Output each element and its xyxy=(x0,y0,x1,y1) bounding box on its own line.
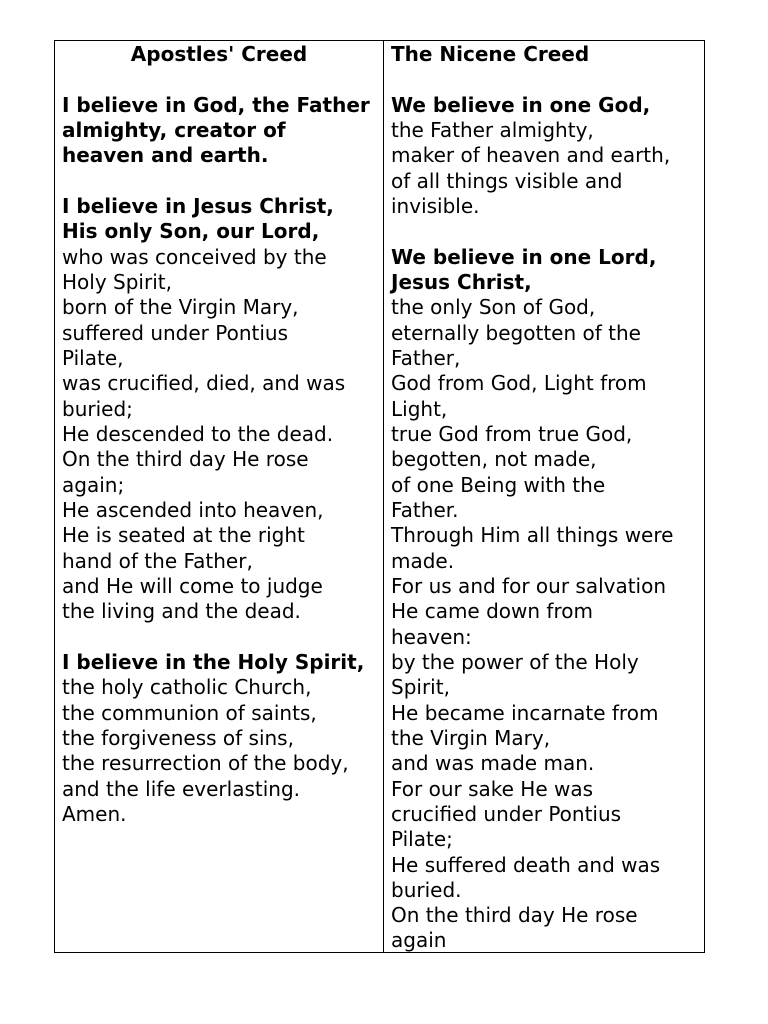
nicene-creed-line: by the power of the Holy xyxy=(391,649,639,674)
nicene-creed-column xyxy=(384,41,704,952)
apostles-creed-line: I believe in God, the Father xyxy=(62,92,370,117)
nicene-creed-line: begotten, not made, xyxy=(391,447,597,472)
nicene-creed-line: true God from true God, xyxy=(391,421,633,446)
apostles-creed-line: the resurrection of the body, xyxy=(62,751,349,776)
apostles-creed-line: suffered under Pontius xyxy=(62,320,289,345)
nicene-creed-line: On the third day He rose xyxy=(391,903,638,928)
apostles-creed-line: again; xyxy=(62,472,125,497)
apostles-creed-column xyxy=(55,41,384,952)
nicene-creed-line: the Virgin Mary, xyxy=(391,725,551,750)
apostles-creed-title: Apostles' Creed xyxy=(130,42,308,66)
nicene-creed-line: He suffered death and was xyxy=(391,852,661,877)
nicene-creed-line: again xyxy=(391,928,447,952)
nicene-creed-line: eternally begotten of the xyxy=(391,320,641,345)
nicene-creed-line: We believe in one Lord, xyxy=(391,244,657,269)
nicene-creed-line: Jesus Christ, xyxy=(391,269,532,294)
nicene-creed-line: Through Him all things were xyxy=(391,523,674,548)
apostles-creed-line: He is seated at the right xyxy=(62,523,305,548)
apostles-creed-line: who was conceived by the xyxy=(62,244,327,269)
nicene-creed-line: He came down from xyxy=(391,599,593,624)
apostles-creed-line: and the life everlasting. xyxy=(62,776,301,801)
apostles-creed-line: He descended to the dead. xyxy=(62,421,334,446)
apostles-creed-line: Pilate, xyxy=(62,345,124,370)
nicene-creed-line: heaven: xyxy=(391,624,472,649)
nicene-creed-line: We believe in one God, xyxy=(391,92,651,117)
nicene-creed-line: Father, xyxy=(391,345,461,370)
spacer xyxy=(62,625,379,650)
nicene-creed-line: Father. xyxy=(391,497,459,522)
creed-comparison-table xyxy=(54,40,705,953)
nicene-creed-line: of one Being with the xyxy=(391,472,606,497)
apostles-creed-line: On the third day He rose xyxy=(62,447,309,472)
apostles-creed-line: the communion of saints, xyxy=(62,700,317,725)
apostles-creed-line: Holy Spirit, xyxy=(62,269,172,294)
apostles-creed-line: He ascended into heaven, xyxy=(62,497,324,522)
nicene-creed-line: the Father almighty, xyxy=(391,117,594,142)
apostles-creed-line: and He will come to judge xyxy=(62,573,323,598)
nicene-creed-line: made. xyxy=(391,548,455,573)
nicene-creed-line: Spirit, xyxy=(391,675,450,700)
apostles-creed-line: buried; xyxy=(62,396,133,421)
nicene-creed-line: the only Son of God, xyxy=(391,295,596,320)
nicene-creed-line: Light, xyxy=(391,396,448,421)
nicene-creed-line: and was made man. xyxy=(391,751,595,776)
nicene-creed-line: buried. xyxy=(391,877,462,902)
spacer xyxy=(62,169,379,194)
apostles-creed-line: the living and the dead. xyxy=(62,599,301,624)
spacer xyxy=(391,67,700,92)
apostles-creed-line: the holy catholic Church, xyxy=(62,675,312,700)
nicene-creed-line: of all things visible and xyxy=(391,168,623,193)
nicene-creed-line: Pilate; xyxy=(391,827,453,852)
spacer xyxy=(62,67,379,92)
apostles-creed-line: hand of the Father, xyxy=(62,548,253,573)
apostles-creed-line: was crucified, died, and was xyxy=(62,371,346,396)
apostles-creed-line: almighty, creator of xyxy=(62,117,286,142)
apostles-creed-line: the forgiveness of sins, xyxy=(62,725,294,750)
nicene-creed-line: crucified under Pontius xyxy=(391,801,622,826)
apostles-creed-line: I believe in the Holy Spirit, xyxy=(62,649,365,674)
nicene-creed-line: For our sake He was xyxy=(391,776,594,801)
nicene-creed-line: invisible. xyxy=(391,193,480,218)
nicene-creed-line: God from God, Light from xyxy=(391,371,647,396)
spacer xyxy=(391,219,700,244)
nicene-creed-line: For us and for our salvation xyxy=(391,573,667,598)
apostles-creed-line: born of the Virgin Mary, xyxy=(62,295,299,320)
nicene-creed-line: He became incarnate from xyxy=(391,700,659,725)
apostles-creed-line: Amen. xyxy=(62,801,127,826)
apostles-creed-line: I believe in Jesus Christ, xyxy=(62,193,334,218)
nicene-creed-line: maker of heaven and earth, xyxy=(391,143,671,168)
apostles-creed-line: His only Son, our Lord, xyxy=(62,219,320,244)
apostles-creed-line: heaven and earth. xyxy=(62,143,269,168)
nicene-creed-title: The Nicene Creed xyxy=(391,42,590,66)
